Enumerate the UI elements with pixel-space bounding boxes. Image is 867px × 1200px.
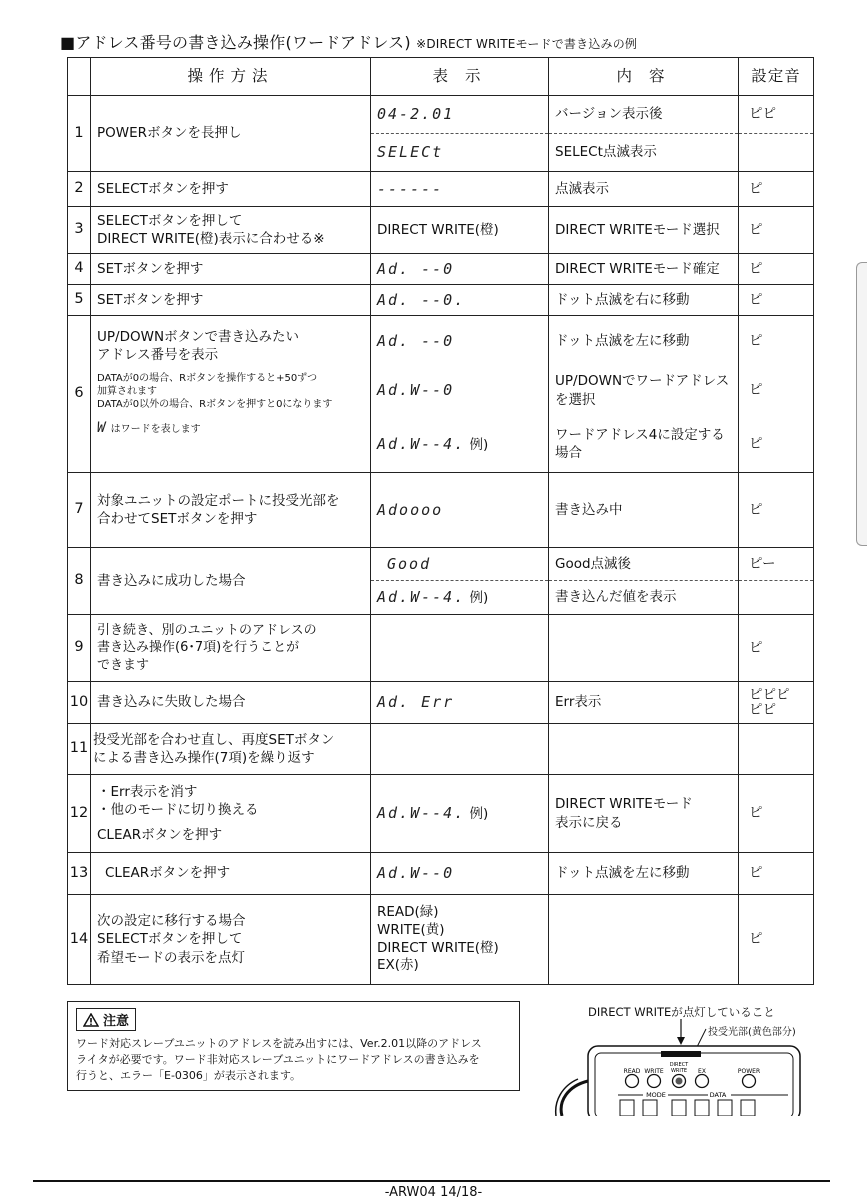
row-number: 11 bbox=[68, 724, 91, 775]
method-line: アドレス番号を表示 bbox=[97, 347, 219, 364]
method-line: 合わせてSETボタンを押す bbox=[97, 511, 258, 527]
segment-display: Ad.W--4. bbox=[377, 804, 466, 823]
method-note: 加算されます bbox=[97, 386, 157, 398]
content-cell: ドット点滅を右に移動 bbox=[549, 285, 739, 316]
row-number: 3 bbox=[68, 207, 91, 254]
btn-ex-label: EX bbox=[698, 1068, 706, 1075]
segment-display: Ad. --0. bbox=[377, 290, 466, 309]
segment-display: Ad.W--0 bbox=[377, 864, 455, 883]
device-caption: DIRECT WRITEが点灯していること bbox=[588, 1005, 775, 1019]
sound-cell: ピ bbox=[739, 254, 814, 285]
method-cell: SETボタンを押す bbox=[91, 285, 371, 316]
sound-cell: ピ bbox=[739, 895, 814, 985]
display-cell bbox=[371, 366, 549, 416]
caution-label: 注意 bbox=[103, 1014, 130, 1029]
display-cell bbox=[371, 316, 549, 366]
table-row bbox=[68, 724, 814, 775]
row-number: 1 bbox=[68, 96, 91, 172]
row-number: 13 bbox=[68, 853, 91, 895]
content-cell bbox=[549, 724, 739, 775]
table-row bbox=[68, 254, 814, 285]
btn-direct-label-2: WRITE bbox=[670, 1068, 688, 1074]
method-note: はワードを表します bbox=[110, 424, 201, 436]
caution-line: 行うと、エラー「E-0306」が表示されます。 bbox=[76, 1068, 302, 1082]
table-row bbox=[68, 96, 814, 134]
content-cell: DIRECT WRITEモード選択 bbox=[549, 207, 739, 254]
method-cell bbox=[91, 473, 371, 548]
display-cell bbox=[371, 285, 549, 316]
content-line: 表示に戻る bbox=[555, 814, 623, 831]
segment-display: Ad. --0 bbox=[377, 331, 455, 350]
page-title bbox=[60, 30, 637, 53]
content-cell: ドット点滅を左に移動 bbox=[549, 316, 739, 366]
table-row bbox=[68, 316, 814, 366]
sound-cell: ピ bbox=[739, 473, 814, 548]
display-cell bbox=[371, 134, 549, 172]
caution-line: ワード対応スレーブユニットのアドレスを読み出すには、Ver.2.01以降のアドレス bbox=[76, 1037, 482, 1050]
method-cell: SELECTボタンを押す bbox=[91, 172, 371, 207]
segment-display: 04-2.01 bbox=[377, 105, 455, 124]
table-row bbox=[68, 853, 814, 895]
method-cell: CLEARボタンを押す bbox=[91, 853, 371, 895]
row-number: 6 bbox=[68, 316, 91, 473]
display-cell bbox=[371, 895, 549, 985]
method-cell: 書き込みに成功した場合 bbox=[91, 548, 371, 615]
row-number: 5 bbox=[68, 285, 91, 316]
display-line: DIRECT WRITE(橙) bbox=[377, 939, 499, 956]
segment-display: SELECt bbox=[377, 143, 444, 162]
btn-direct-label: DIRECT bbox=[669, 1062, 689, 1068]
table-row bbox=[68, 207, 814, 254]
sound-cell bbox=[739, 724, 814, 775]
segment-display: Good bbox=[387, 554, 432, 573]
caution-line: ライタが必要です。ワード非対応スレーブユニットにワードアドレスの書き込みを bbox=[76, 1052, 480, 1066]
display-cell bbox=[371, 775, 549, 853]
segment-display: Ad.W--0 bbox=[377, 381, 455, 400]
sound-cell bbox=[739, 581, 814, 615]
method-line: DIRECT WRITE(橙)表示に合わせる※ bbox=[97, 231, 325, 247]
sound-cell bbox=[739, 682, 814, 724]
segment-display: Ad. --0 bbox=[377, 259, 455, 278]
header-sound: 設定音 bbox=[739, 58, 814, 96]
example-note: 例) bbox=[469, 590, 489, 607]
warning-icon bbox=[83, 1013, 99, 1027]
table-row bbox=[68, 615, 814, 682]
table-row bbox=[68, 775, 814, 853]
table-row bbox=[68, 895, 814, 985]
method-line: できます bbox=[97, 657, 150, 673]
display-line: EX(赤) bbox=[377, 957, 419, 974]
content-cell: Err表示 bbox=[549, 682, 739, 724]
table-row bbox=[68, 682, 814, 724]
sound-cell bbox=[739, 134, 814, 172]
segment-display: Adoooo bbox=[377, 500, 444, 519]
example-note: 例) bbox=[469, 806, 489, 823]
caution-header bbox=[76, 1008, 136, 1031]
device-illustration bbox=[548, 1001, 818, 1116]
table-header-row bbox=[68, 58, 814, 96]
content-cell: SELECt点滅表示 bbox=[549, 134, 739, 172]
word-symbol: W bbox=[97, 420, 108, 437]
method-cell bbox=[91, 724, 371, 775]
display-cell bbox=[371, 615, 549, 682]
device-sub-caption: 投受光部(黄色部分) bbox=[708, 1027, 796, 1038]
row-number: 9 bbox=[68, 615, 91, 682]
method-line: 次の設定に移行する場合 bbox=[97, 913, 246, 930]
content-cell: 点滅表示 bbox=[549, 172, 739, 207]
sound-cell: ピ bbox=[739, 366, 814, 416]
method-line: UP/DOWNボタンで書き込みたい bbox=[97, 329, 300, 345]
sound-cell: ピ bbox=[739, 853, 814, 895]
content-cell bbox=[549, 775, 739, 853]
display-cell bbox=[371, 96, 549, 134]
content-cell: 書き込んだ値を表示 bbox=[549, 581, 739, 615]
page-footer: -ARW04 14/18- bbox=[384, 1185, 483, 1200]
btn-write-label: WRITE bbox=[644, 1068, 664, 1075]
segment-display: Ad.W--4. bbox=[377, 588, 466, 607]
method-cell bbox=[91, 207, 371, 254]
row-number: 2 bbox=[68, 172, 91, 207]
content-cell: Good点滅後 bbox=[549, 548, 739, 581]
display-cell bbox=[371, 853, 549, 895]
method-cell bbox=[91, 316, 371, 473]
display-line: WRITE(黄) bbox=[377, 921, 445, 938]
row-number: 7 bbox=[68, 473, 91, 548]
method-line: 引き続き、別のユニットのアドレスの bbox=[97, 622, 317, 638]
sound-cell: ピ bbox=[739, 615, 814, 682]
data-label: DATA bbox=[709, 1091, 727, 1099]
display-cell: DIRECT WRITE(橙) bbox=[371, 207, 549, 254]
btn-read-label: READ bbox=[623, 1068, 641, 1075]
header-no bbox=[68, 58, 91, 96]
mode-label: MODE bbox=[646, 1091, 666, 1099]
method-note: DATAが0の場合、Rボタンを操作すると+50ずつ bbox=[97, 373, 318, 385]
method-line: 希望モードの表示を点灯 bbox=[97, 949, 245, 966]
caution-text bbox=[76, 1036, 511, 1084]
header-content: 内 容 bbox=[549, 58, 739, 96]
title-note: ※DIRECT WRITEモードで書き込みの例 bbox=[416, 37, 638, 51]
display-cell bbox=[371, 724, 549, 775]
footer-rule bbox=[33, 1180, 830, 1182]
table-row bbox=[68, 172, 814, 207]
display-cell bbox=[371, 254, 549, 285]
row-number: 10 bbox=[68, 682, 91, 724]
content-cell: バージョン表示後 bbox=[549, 96, 739, 134]
operation-table bbox=[67, 57, 814, 985]
content-cell: ドット点滅を左に移動 bbox=[549, 853, 739, 895]
row-number: 8 bbox=[68, 548, 91, 615]
row-number: 14 bbox=[68, 895, 91, 985]
method-note: DATAが0以外の場合、Rボタンを押すと0になります bbox=[97, 399, 333, 411]
display-cell bbox=[371, 682, 549, 724]
row-number: 12 bbox=[68, 775, 91, 853]
method-line: SELECTボタンを押して bbox=[97, 212, 243, 229]
display-cell bbox=[371, 416, 549, 473]
sound-cell: ピ bbox=[739, 172, 814, 207]
content-cell: DIRECT WRITEモード確定 bbox=[549, 254, 739, 285]
segment-display: Ad. Err bbox=[377, 693, 455, 712]
segment-display: Ad.W--4. bbox=[377, 434, 466, 453]
device-drawing bbox=[548, 1001, 818, 1116]
table-row bbox=[68, 548, 814, 581]
method-cell: 書き込みに失敗した場合 bbox=[91, 682, 371, 724]
method-cell: POWERボタンを長押し bbox=[91, 96, 371, 172]
btn-power-label: POWER bbox=[737, 1068, 761, 1075]
content-line: DIRECT WRITEモード bbox=[555, 796, 693, 813]
method-line: SELECTボタンを押して bbox=[97, 931, 243, 948]
display-cell bbox=[371, 473, 549, 548]
table-row bbox=[68, 473, 814, 548]
segment-display: ------ bbox=[377, 179, 444, 198]
display-cell bbox=[371, 548, 549, 581]
display-cell bbox=[371, 172, 549, 207]
sound-line: ピピピ bbox=[749, 686, 790, 703]
sound-cell: ピピ bbox=[739, 96, 814, 134]
method-line: による書き込み操作(7項)を繰り返す bbox=[93, 750, 315, 766]
display-cell bbox=[371, 581, 549, 615]
sound-cell: ピ bbox=[739, 285, 814, 316]
method-cell bbox=[91, 895, 371, 985]
sound-line: ピピ bbox=[749, 701, 776, 718]
method-line: 書き込み操作(6･7項)を行うことが bbox=[97, 640, 300, 656]
title-main: ■アドレス番号の書き込み操作(ワードアドレス) bbox=[60, 33, 411, 52]
sound-cell: ピ bbox=[739, 207, 814, 254]
page-edge-tab bbox=[856, 262, 867, 546]
content-cell bbox=[549, 615, 739, 682]
table-row bbox=[68, 285, 814, 316]
content-cell: ワードアドレス4に設定する場合 bbox=[549, 416, 739, 473]
sound-cell: ピ bbox=[739, 316, 814, 366]
method-line: ・他のモードに切り換える bbox=[97, 802, 259, 819]
caution-box bbox=[67, 1001, 520, 1091]
content-cell: UP/DOWNでワードアドレスを選択 bbox=[549, 366, 739, 416]
sound-cell: ピー bbox=[739, 548, 814, 581]
row-number: 4 bbox=[68, 254, 91, 285]
method-line: 対象ユニットの設定ポートに投受光部を bbox=[97, 492, 340, 509]
sound-cell: ピ bbox=[739, 775, 814, 853]
method-line: CLEARボタンを押す bbox=[97, 826, 223, 843]
method-cell bbox=[91, 615, 371, 682]
content-cell bbox=[549, 895, 739, 985]
sound-cell: ピ bbox=[739, 416, 814, 473]
header-display: 表 示 bbox=[371, 58, 549, 96]
method-cell: SETボタンを押す bbox=[91, 254, 371, 285]
display-line: READ(緑) bbox=[377, 904, 439, 921]
content-cell: 書き込み中 bbox=[549, 473, 739, 548]
method-line: 投受光部を合わせ直し、再度SETボタン bbox=[93, 731, 335, 748]
header-method: 操作方法 bbox=[91, 58, 371, 96]
example-note: 例) bbox=[469, 436, 489, 453]
method-line: ・Err表示を消す bbox=[97, 784, 198, 801]
method-cell bbox=[91, 775, 371, 853]
